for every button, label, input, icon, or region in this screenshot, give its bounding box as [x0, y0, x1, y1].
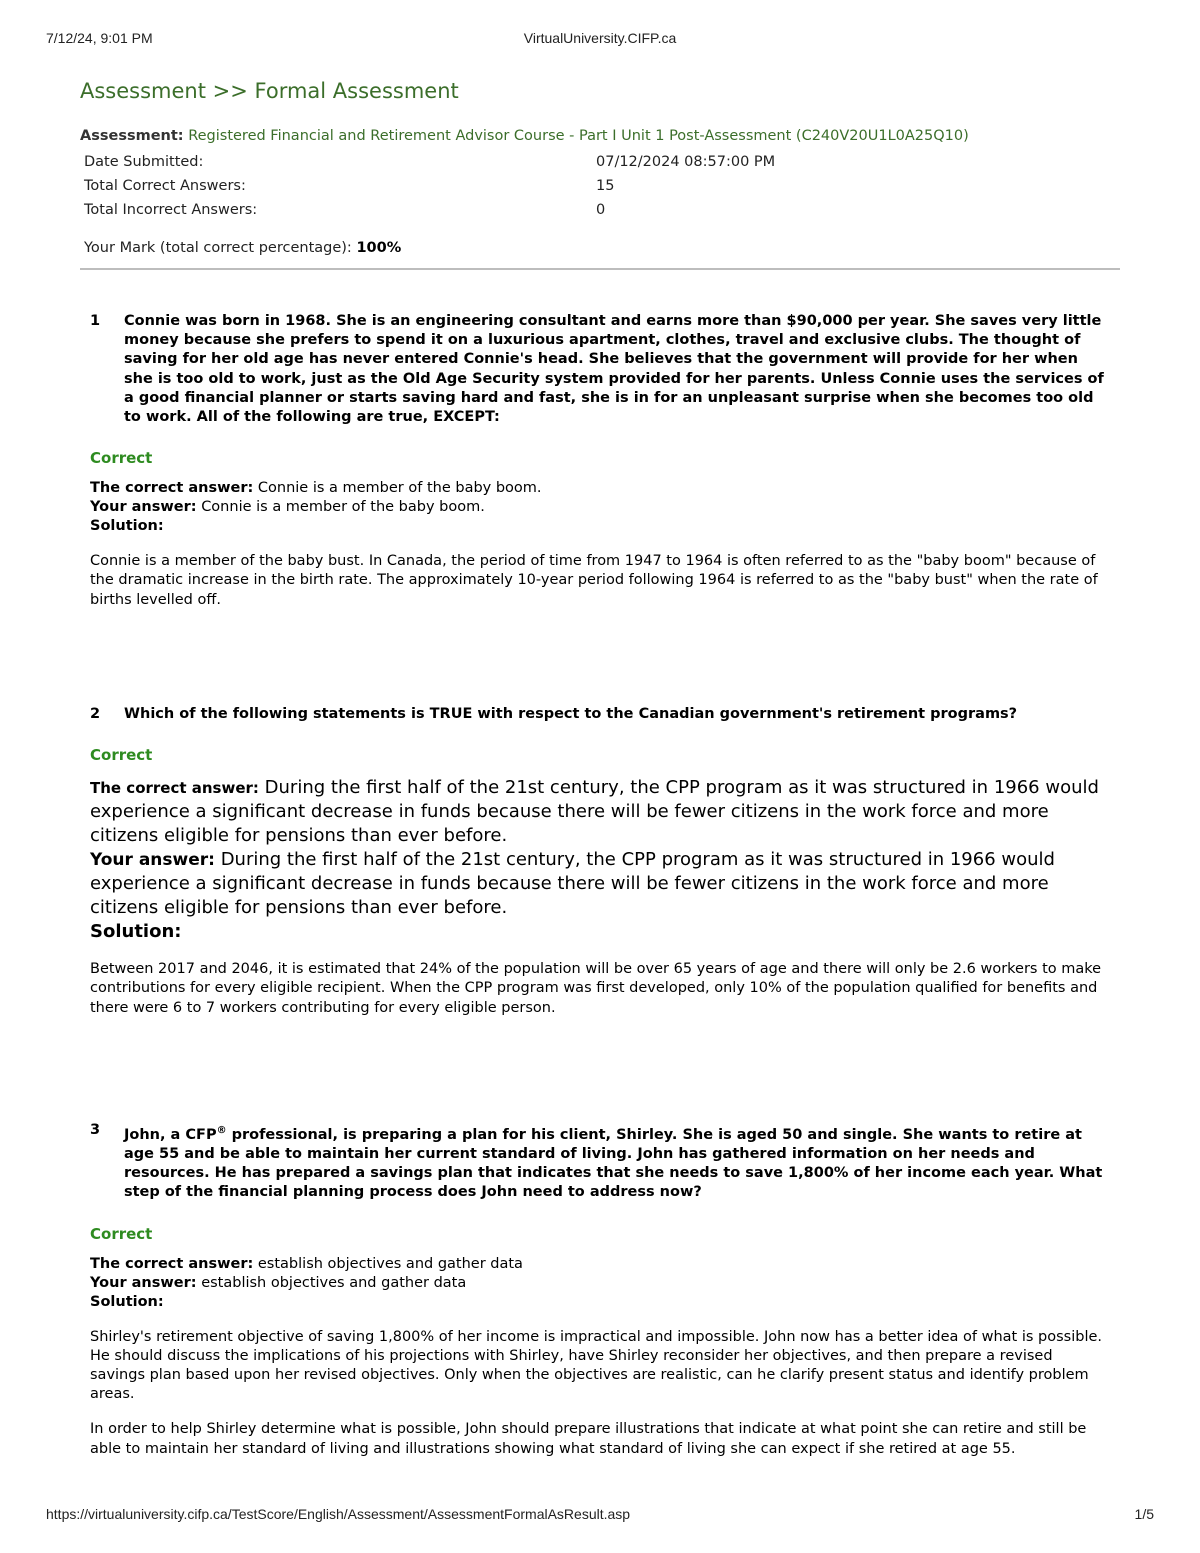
- assessment-summary: [80, 76, 1120, 270]
- your-answer: establish objectives and gather data: [201, 1274, 467, 1291]
- summary-label: Total Correct Answers:: [84, 178, 246, 194]
- summary-row: [80, 198, 779, 222]
- page-title: Assessment >> Formal Assessment: [80, 79, 459, 103]
- summary-label: Date Submitted:: [84, 154, 204, 170]
- summary-value: 0: [596, 202, 606, 218]
- correct-answer-label: The correct answer:: [90, 779, 259, 798]
- solution-paragraph: Connie is a member of the baby bust. In Canada, the period of time from 1947 to 1964 is often referred to as the "baby boom" because of the dramatic increase in the birth rate. The approximately 10-year period following 1964 is referred to as the "baby bust" when the rate of births levelled off.: [90, 553, 1098, 608]
- your-answer: During the first half of the 21st century, the CPP program as it was structured in 1966 would experience a significant decrease in funds because there will be fewer citizens in the work force and more citizens eligible for pensions than ever before.: [90, 849, 1055, 919]
- solution-label: Solution:: [90, 518, 164, 535]
- correct-answer-label: The correct answer:: [90, 1255, 254, 1272]
- your-answer: Connie is a member of the baby boom.: [201, 499, 485, 516]
- correct-answer: establish objectives and gather data: [257, 1255, 523, 1272]
- answer-block: [90, 776, 1110, 944]
- print-datetime: 7/12/24, 9:01 PM: [46, 30, 153, 46]
- summary-label: Total Incorrect Answers:: [84, 202, 258, 218]
- status-correct: Correct: [90, 746, 153, 765]
- answer-block: [90, 1255, 1110, 1312]
- question-number: 3: [90, 1122, 101, 1138]
- solution-label: Solution:: [90, 921, 182, 943]
- question-number: 2: [90, 706, 101, 722]
- assessment-name-line: [80, 128, 1120, 144]
- solution-paragraph: In order to help Shirley determine what is possible, John should prepare illustrations that indicate at what point she can retire and still be able to maintain her standard of living and illustrations showing what standard of living she can expect if she retired at age 55.: [90, 1421, 1087, 1457]
- summary-row: [80, 150, 779, 174]
- question-body: Which of the following statements is TRUE with respect to the Canadian government's retirement programs?: [124, 706, 1018, 722]
- divider: [80, 268, 1120, 270]
- solution-text: [90, 1328, 1110, 1459]
- summary-table: [80, 150, 779, 222]
- mark-line: [80, 240, 1120, 256]
- question-text: [90, 312, 1110, 427]
- question-2: [90, 705, 1110, 1034]
- correct-answer: Connie is a member of the baby boom.: [257, 480, 542, 497]
- question-body-start: John, a CFP: [124, 1126, 217, 1143]
- solution-label: Solution:: [90, 1293, 164, 1310]
- status-correct: Correct: [90, 449, 153, 468]
- print-site-title: VirtualUniversity.CIFP.ca: [523, 30, 677, 46]
- mark-label: Your Mark (total correct percentage):: [84, 240, 352, 256]
- print-footer: [46, 1506, 1154, 1526]
- mark-value: 100%: [356, 240, 402, 256]
- your-answer-label: Your answer:: [90, 1274, 197, 1291]
- solution-paragraph: Shirley's retirement objective of saving 1,800% of her income is impractical and impossible. John now has a better idea of what is possible. He should discuss the implications of his projections with Shirley, have Shirley reconsider her objectives, and then prepare a revised savings plan based upon her revised objectives. Only when the objectives are realistic, can he clarify present status and identify problem areas.: [90, 1328, 1102, 1403]
- question-text: [90, 705, 1110, 724]
- question-3: [90, 1121, 1110, 1475]
- print-page-number: 1/5: [1134, 1506, 1154, 1522]
- print-header: [46, 30, 1154, 50]
- question-1: [90, 312, 1110, 626]
- print-url: https://virtualuniversity.cifp.ca/TestScore/English/Assessment/AssessmentFormalAsResult.asp: [46, 1506, 631, 1522]
- summary-row: [80, 174, 779, 198]
- assessment-name: Registered Financial and Retirement Advisor Course - Part I Unit 1 Post-Assessment (C240V20U1L0A25Q10): [188, 128, 969, 144]
- question-number: 1: [90, 313, 101, 329]
- summary-value: 07/12/2024 08:57:00 PM: [596, 154, 776, 170]
- answer-block: [90, 479, 1110, 536]
- status-correct: Correct: [90, 1224, 153, 1243]
- your-answer-label: Your answer:: [90, 850, 215, 871]
- correct-answer-label: The correct answer:: [90, 480, 254, 497]
- question-body-end: professional, is preparing a plan for his client, Shirley. She is aged 50 and single. She wants to retire at age 55 and be able to maintain her current standard of living. John has gathered information on her needs and resources. He has prepared a savings plan that indicates that she needs to save 1,800% of her income each year. What step of the financial planning process does John need to address now?: [124, 1126, 1103, 1201]
- registered-mark: ®: [216, 1125, 227, 1136]
- solution-paragraph: Between 2017 and 2046, it is estimated that 24% of the population will be over 65 years of age and there will only be 2.6 workers to make contributions for every eligible recipient. When the CPP program was first developed, only 10% of the population qualified for benefits and there were 6 to 7 workers contributing for every eligible person.: [90, 961, 1102, 1016]
- question-body: Connie was born in 1968. She is an engineering consultant and earns more than $90,000 per year. She saves very little money because she prefers to spend it on a luxurious apartment, clothes, travel and exclusive clubs. The thought of saving for her old age has never entered Connie's head. She believes that the government will provide for her when she is too old to work, just as the Old Age Security system provided for her parents. Unless Connie uses the services of a good financial planner or starts saving hard and fast, she is in for an unpleasant surprise when she becomes too old to work. All of the following are true, EXCEPT:: [124, 313, 1104, 426]
- correct-answer: During the first half of the 21st century, the CPP program as it was structured in 1966 would experience a significant decrease in funds because there will be fewer citizens in the work force and more citizens eligible for pensions than ever before.: [90, 777, 1099, 847]
- solution-text: [90, 552, 1110, 610]
- summary-value: 15: [596, 178, 615, 194]
- question-text: [90, 1121, 1110, 1203]
- solution-text: [90, 960, 1110, 1018]
- assessment-label: Assessment:: [80, 128, 184, 144]
- your-answer-label: Your answer:: [90, 499, 197, 516]
